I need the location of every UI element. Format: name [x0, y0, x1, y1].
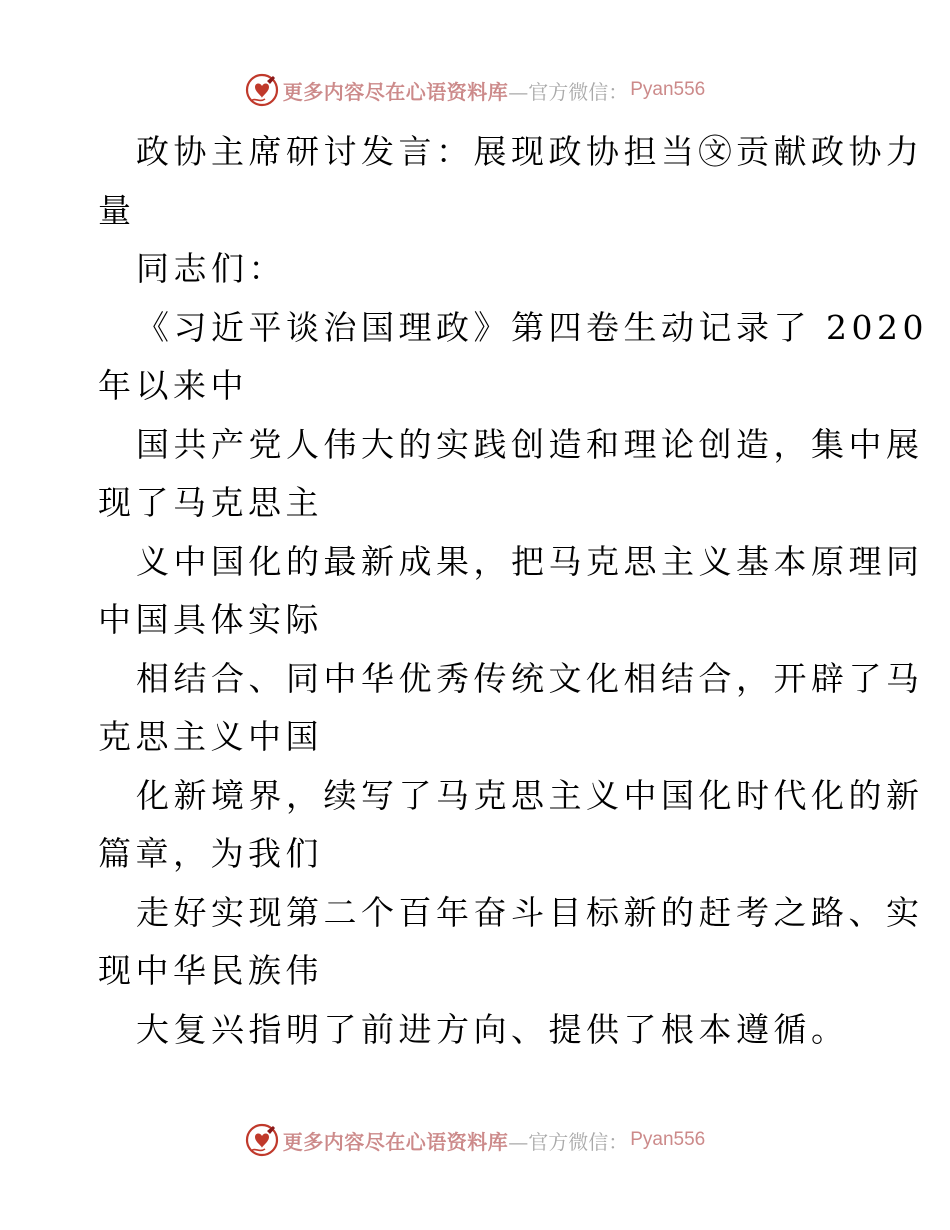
- header-watermark-banner: [0, 70, 950, 110]
- footer-watermark-banner: [0, 1120, 950, 1160]
- title-line-1: 政协主席研讨发言：展现政协担当㉆贡献政协力: [136, 132, 924, 171]
- paragraph-line: 国共产党人伟大的实践创造和理论创造，集中展: [136, 424, 924, 464]
- paragraph-line: 义中国化的最新成果，把马克思主义基本原理同: [136, 541, 924, 581]
- header-banner-account: Pyan556: [630, 79, 706, 100]
- heart-pen-logo-icon: [245, 73, 279, 107]
- paragraph-line: 走好实现第二个百年奋斗目标新的赶考之路、实: [136, 892, 924, 932]
- footer-banner-sub-text: —官方微信：: [508, 1129, 629, 1154]
- footer-banner-main-text: 更多内容尽在心语资料库: [282, 1129, 509, 1154]
- paragraph-line: 中国具体实际: [98, 600, 323, 639]
- paragraph-line: 相结合、同中华优秀传统文化相结合，开辟了马: [136, 658, 924, 698]
- footer-banner-account: Pyan556: [630, 1129, 706, 1150]
- paragraph-line: 《习近平谈治国理政》第四卷生动记录了 2020: [136, 307, 928, 347]
- paragraph-line: 大复兴指明了前进方向、提供了根本遵循。: [136, 1009, 849, 1049]
- paragraph-line: 篇章，为我们: [98, 834, 323, 873]
- header-banner-main-text: 更多内容尽在心语资料库: [282, 79, 509, 104]
- paragraph-line: 现了马克思主: [98, 483, 323, 522]
- paragraph-line: 化新境界，续写了马克思主义中国化时代化的新: [136, 775, 924, 815]
- paragraph-line: 年以来中: [98, 366, 248, 405]
- heart-pen-logo-icon: [245, 1123, 279, 1157]
- document-body: [98, 123, 928, 1059]
- paragraph-line: 现中华民族伟: [98, 951, 323, 990]
- paragraph-line: 克思主义中国: [98, 717, 323, 756]
- header-banner-sub-text: —官方微信：: [508, 79, 629, 104]
- title-line-2: 量: [98, 190, 136, 230]
- salutation: 同志们：: [136, 249, 286, 288]
